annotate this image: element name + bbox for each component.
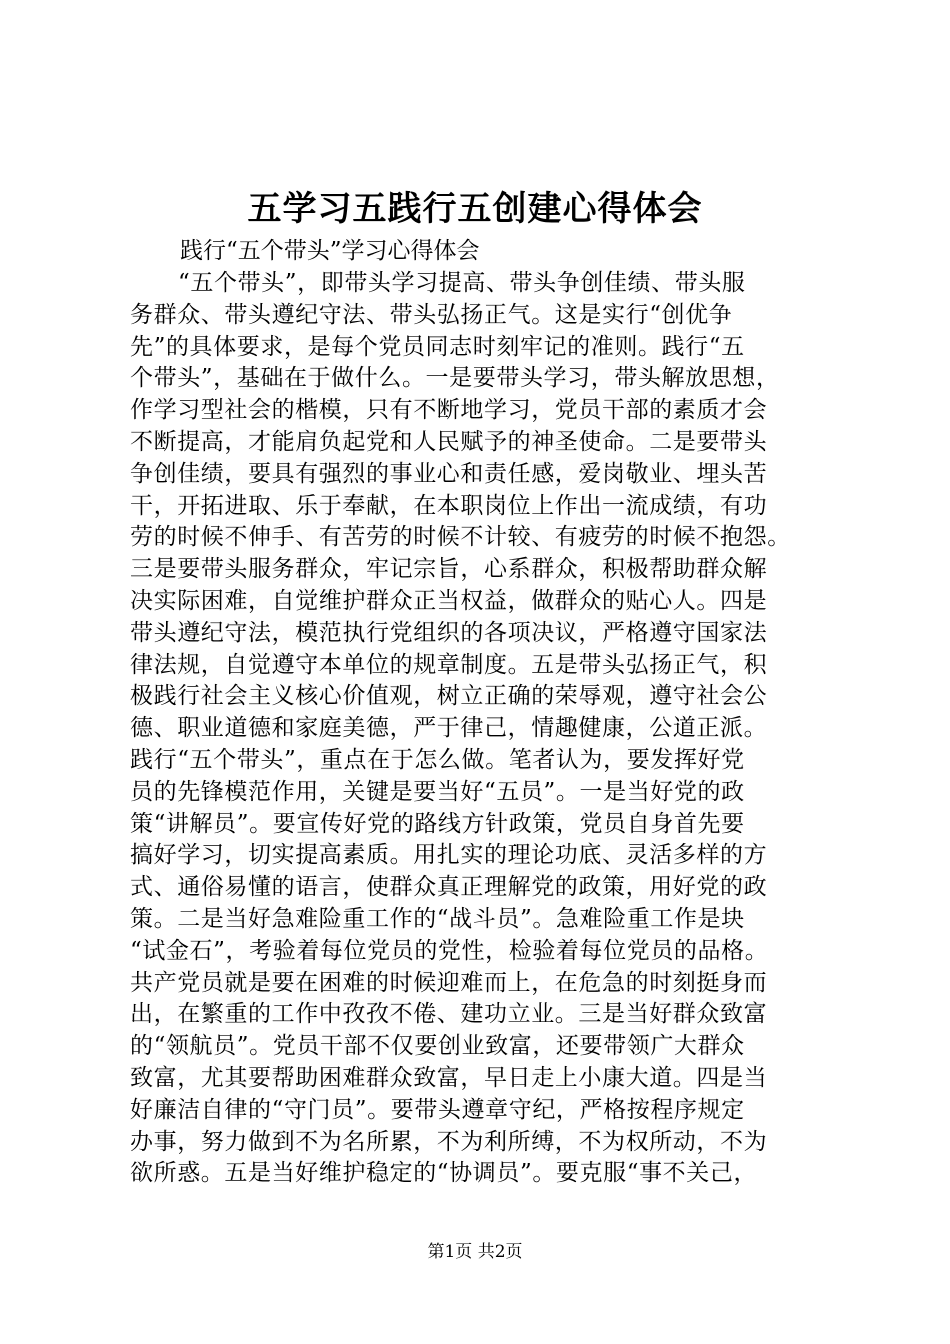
- body-line: “五个带头”，即带头学习提高、带头争创佳绩、带头服: [178, 270, 746, 296]
- body-line: 共产党员就是要在困难的时候迎难而上，在危急的时刻挺身而: [130, 969, 768, 996]
- body-line: 劳的时候不伸手、有苦劳的时候不计较、有疲劳的时候不抱怨。: [130, 524, 791, 551]
- body-line: 三是要带头服务群众，牢记宗旨，心系群众，积极帮助群众解: [130, 556, 768, 583]
- body-line: 员的先锋模范作用，关键是要当好“五员”。一是当好党的政: [130, 778, 745, 805]
- body-line: 搞好学习，切实提高素质。用扎实的理论功底、灵活多样的方: [130, 842, 768, 869]
- body-line: 策。二是当好急难险重工作的“战斗员”。急难险重工作是块: [130, 905, 745, 932]
- body-line: 先”的具体要求，是每个党员同志时刻牢记的准则。践行“五: [130, 333, 745, 360]
- document-body: [130, 268, 840, 1190]
- body-line: 致富，尤其要帮助困难群众致富，早日走上小康大道。四是当: [130, 1064, 768, 1091]
- body-line: 式、通俗易懂的语言，使群众真正理解党的政策，用好党的政: [130, 874, 768, 901]
- body-line: “试金石”，考验着每位党员的党性，检验着每位党员的品格。: [130, 937, 769, 964]
- body-line: 不断提高，才能肩负起党和人民赋予的神圣使命。二是要带头: [130, 428, 768, 455]
- body-line: 德、职业道德和家庭美德，严于律己，情趣健康，公道正派。: [130, 715, 768, 742]
- body-line: 好廉洁自律的“守门员”。要带头遵章守纪，严格按程序规定: [130, 1096, 745, 1123]
- body-line: 带头遵纪守法，模范执行党组织的各项决议，严格遵守国家法: [130, 619, 768, 646]
- body-line: 策“讲解员”。要宣传好党的路线方针政策，党员自身首先要: [130, 810, 745, 837]
- body-line: 个带头”，基础在于做什么。一是要带头学习，带头解放思想，: [130, 365, 780, 392]
- body-line: 践行“五个带头”，重点在于怎么做。笔者认为，要发挥好党: [130, 746, 745, 773]
- body-line: 务群众、带头遵纪守法、带头弘扬正气。这是实行“创优争: [130, 301, 733, 328]
- body-line: 办事，努力做到不为名所累，不为利所缚，不为权所动，不为: [130, 1128, 768, 1155]
- body-line: 律法规，自觉遵守本单位的规章制度。五是带头弘扬正气，积: [130, 651, 768, 678]
- body-line: 极践行社会主义核心价值观，树立正确的荣辱观，遵守社会公: [130, 683, 768, 710]
- body-line: 决实际困难，自觉维护群众正当权益，做群众的贴心人。四是: [130, 587, 768, 614]
- page-number: 第1页 共2页: [427, 1242, 523, 1262]
- body-line: 争创佳绩，要具有强烈的事业心和责任感，爱岗敬业、埋头苦: [130, 460, 768, 487]
- document-subtitle: 践行“五个带头”学习心得体会: [180, 238, 480, 264]
- document-title: 五学习五践行五创建心得体会: [247, 189, 703, 229]
- body-line: 欲所惑。五是当好维护稳定的“协调员”。要克服“事不关己，: [130, 1160, 758, 1187]
- body-line: 出，在繁重的工作中孜孜不倦、建功立业。三是当好群众致富: [130, 1001, 768, 1028]
- body-line: 的“领航员”。党员干部不仅要创业致富，还要带领广大群众: [130, 1033, 745, 1060]
- body-line: 干，开拓进取、乐于奉献，在本职岗位上作出一流成绩，有功: [130, 492, 768, 519]
- body-line: 作学习型社会的楷模，只有不断地学习，党员干部的素质才会: [130, 397, 768, 424]
